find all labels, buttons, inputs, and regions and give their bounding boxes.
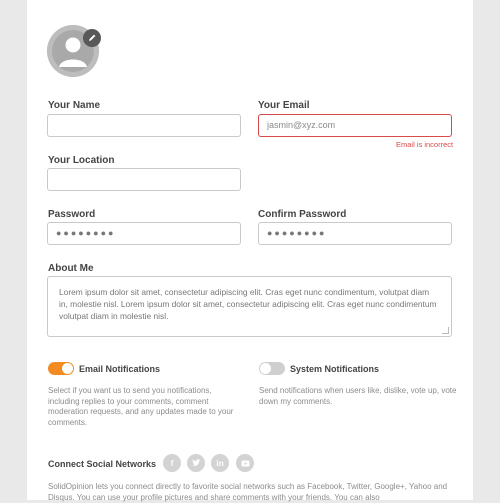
about-label: About Me bbox=[48, 263, 94, 274]
name-label: Your Name bbox=[48, 100, 101, 111]
email-error-message: Email is incorrect bbox=[396, 140, 454, 149]
about-textarea[interactable] bbox=[47, 276, 452, 337]
location-label: Your Location bbox=[48, 155, 115, 166]
confirm-password-label: Confirm Password bbox=[258, 209, 347, 220]
system-notifications-label: System Notifications bbox=[290, 364, 380, 374]
twitter-icon[interactable] bbox=[187, 454, 205, 472]
connect-social-title: Connect Social Networks bbox=[48, 459, 157, 469]
confirm-password-input[interactable]: ●●●●●●●● bbox=[258, 222, 452, 245]
about-text: Lorem ipsum dolor sit amet, consectetur adipiscing elit. Cras eget nunc condimentum, volutpat diam in, molestie nisl. Lorem ipsum dolor sit amet, consectetur adipiscing elit. Cras eget nunc condimentum volutpat diam in molestie nisl. bbox=[59, 287, 437, 322]
social-description: SolidOpinion lets you connect directly to favorite social networks such as Facebook, Twitter, Google+, Yahoo and Disqus. You can use your profile pictures and share comments with your friends. You can also bbox=[48, 482, 448, 502]
email-notifications-help: Select if you want us to send you notifications, including replies to your comments, comment moderation requests, and any updates made to your comments. bbox=[48, 386, 234, 427]
resize-handle[interactable] bbox=[442, 327, 449, 334]
youtube-icon[interactable] bbox=[236, 454, 254, 472]
location-input[interactable] bbox=[47, 168, 241, 191]
system-notifications-help: Send notifications when users like, dislike, vote up, vote down my comments. bbox=[259, 386, 457, 406]
password-input[interactable]: ●●●●●●●● bbox=[47, 222, 241, 245]
pencil-icon bbox=[87, 33, 97, 43]
email-notifications-label: Email Notifications bbox=[79, 364, 161, 374]
linkedin-icon[interactable]: in bbox=[211, 454, 229, 472]
system-notifications-toggle[interactable] bbox=[259, 362, 285, 375]
toggle-knob bbox=[62, 363, 73, 374]
edit-avatar-button[interactable] bbox=[83, 29, 101, 47]
facebook-icon[interactable]: f bbox=[163, 454, 181, 472]
email-label: Your Email bbox=[258, 100, 310, 111]
email-input[interactable]: jasmin@xyz.com bbox=[258, 114, 452, 137]
email-notifications-toggle[interactable] bbox=[48, 362, 74, 375]
name-input[interactable] bbox=[47, 114, 241, 137]
toggle-knob bbox=[260, 363, 271, 374]
password-label: Password bbox=[48, 209, 96, 220]
